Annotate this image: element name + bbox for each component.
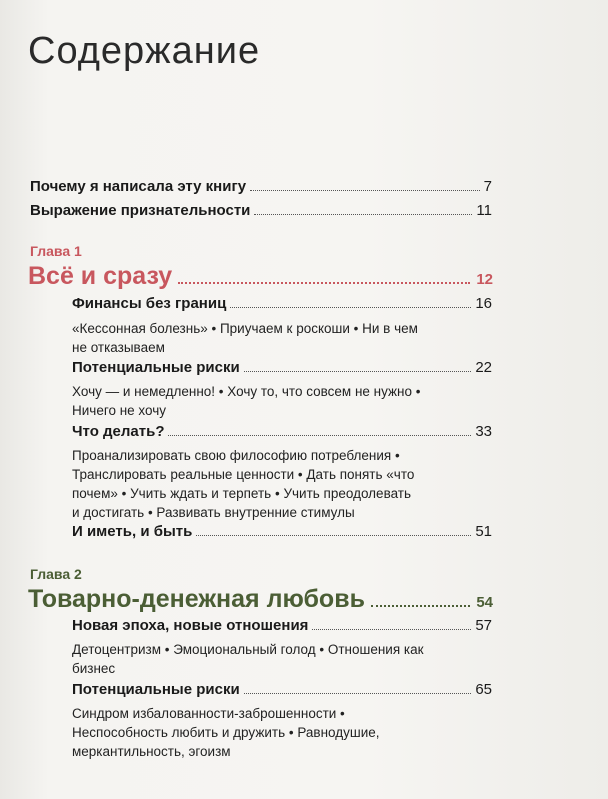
toc-section-entry[interactable] [72, 681, 492, 698]
chapter-label: Глава 2 [30, 566, 82, 582]
section-description: Проанализировать свою философию потребления • Транслировать реальные ценности • Дать понять «что почем» • Учить ждать и терпеть • Учить преодолевать и достигать • Развивать внутренние стимулы [72, 448, 415, 520]
chapter-title: Товарно-денежная любовь [28, 585, 365, 613]
section-page: 51 [475, 523, 492, 540]
chapter-title-entry[interactable] [28, 585, 493, 614]
toc-entry-page: 11 [476, 202, 492, 219]
toc-section-entry[interactable] [72, 295, 492, 312]
section-description: Хочу — и немедленно! • Хочу то, что совсем не нужно • Ничего не хочу [72, 384, 421, 418]
toc-section-entry[interactable] [72, 359, 492, 376]
leader-dots [244, 693, 472, 694]
leader-dots [312, 629, 471, 630]
section-title: Финансы без границ [72, 295, 227, 312]
section-title: Что делать? [72, 423, 165, 440]
section-title: И иметь, и быть [72, 523, 193, 540]
leader-dots [371, 605, 470, 607]
leader-dots [230, 307, 471, 308]
chapter-page: 12 [476, 271, 493, 288]
toc-entry-preface[interactable] [30, 178, 492, 195]
toc-entry-title: Выражение признательности [30, 202, 251, 219]
chapter-title-entry[interactable] [28, 262, 493, 291]
chapter-page: 54 [476, 594, 493, 611]
leader-dots [178, 282, 470, 284]
section-page: 16 [475, 295, 492, 312]
section-page: 22 [475, 359, 492, 376]
section-description: «Кессонная болезнь» • Приучаем к роскоши • Ни в чем не отказываем [72, 321, 418, 355]
toc-section-entry[interactable] [72, 423, 492, 440]
section-title: Потенциальные риски [72, 359, 240, 376]
leader-dots [254, 214, 472, 215]
section-description: Синдром избалованности-заброшенности • Неспособность любить и дружить • Равнодушие, меркантильность, эгоизм [72, 706, 380, 759]
section-page: 33 [475, 423, 492, 440]
toc-section-entry[interactable] [72, 617, 492, 634]
section-page: 57 [475, 617, 492, 634]
leader-dots [250, 190, 480, 191]
toc-entry-acknowledgements[interactable] [30, 202, 492, 219]
chapter-title: Всё и сразу [28, 262, 173, 290]
chapter-label: Глава 1 [30, 243, 82, 259]
section-description: Детоцентризм • Эмоциональный голод • Отношения как бизнес [72, 642, 424, 676]
leader-dots [244, 371, 472, 372]
page-title: Содержание [28, 30, 261, 72]
leader-dots [168, 435, 471, 436]
leader-dots [196, 535, 471, 536]
toc-entry-page: 7 [483, 178, 492, 195]
section-title: Новая эпоха, новые отношения [72, 617, 309, 634]
toc-section-entry[interactable] [72, 523, 492, 540]
section-page: 65 [475, 681, 492, 698]
section-title: Потенциальные риски [72, 681, 240, 698]
toc-entry-title: Почему я написала эту книгу [30, 178, 247, 195]
